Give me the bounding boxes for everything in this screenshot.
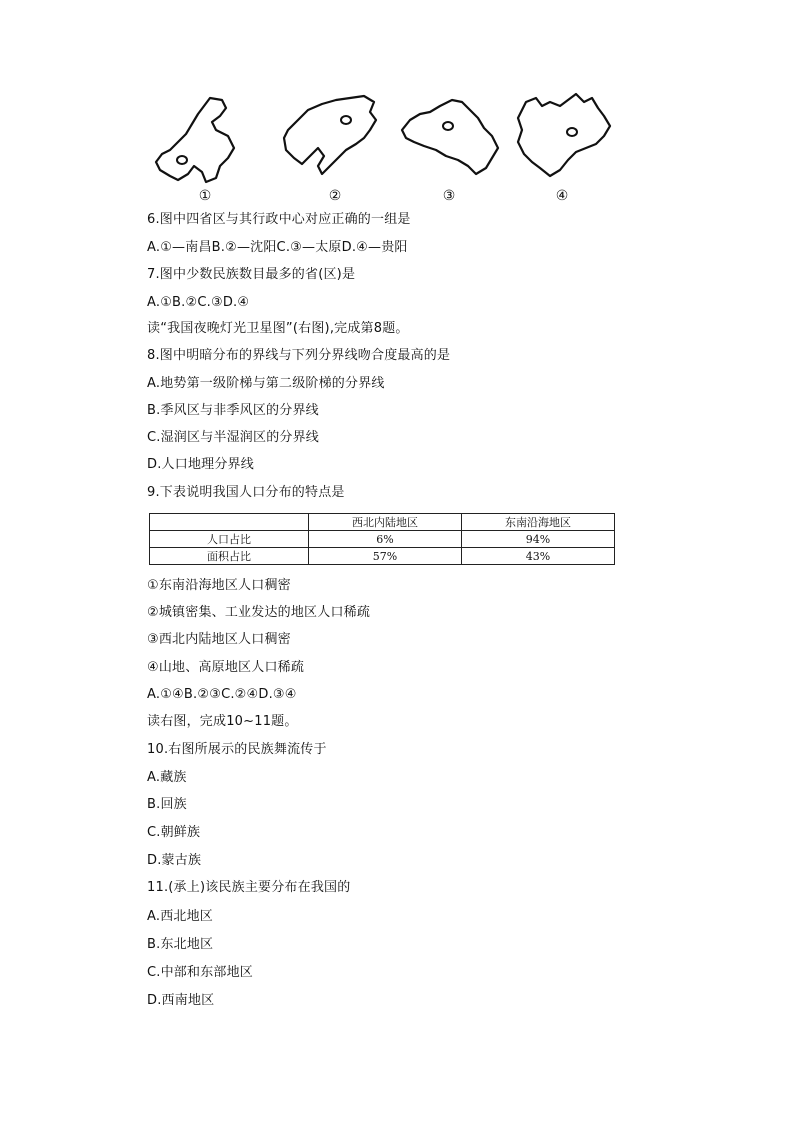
table-cell: 57% bbox=[309, 548, 462, 565]
province-map-1 bbox=[150, 92, 260, 204]
table-header-row bbox=[150, 514, 615, 531]
question-10-option-a: A.藏族 bbox=[147, 770, 187, 785]
question-8-option-c: C.湿润区与半湿润区的分界线 bbox=[147, 430, 320, 445]
question-8-option-a: A.地势第一级阶梯与第二级阶梯的分界线 bbox=[147, 376, 385, 391]
reading-instruction-2: 读右图，完成10~11题。 bbox=[147, 714, 298, 729]
province-1-outline-icon bbox=[150, 92, 260, 184]
table-header-cell: 西北内陆地区 bbox=[309, 514, 462, 531]
table-row bbox=[150, 548, 615, 565]
statement-2: ②城镇密集、工业发达的地区人口稀疏 bbox=[147, 605, 371, 620]
population-table bbox=[149, 513, 615, 565]
table-header-cell bbox=[150, 514, 309, 531]
map-label-4: ④ bbox=[555, 188, 569, 204]
question-7: 7.图中少数民族数目最多的省(区)是 bbox=[147, 267, 356, 282]
question-7-options: A.①B.②C.③D.④ bbox=[147, 295, 250, 310]
question-10-option-b: B.回族 bbox=[147, 797, 187, 812]
map-label-3: ③ bbox=[442, 188, 456, 204]
map-label-1: ① bbox=[198, 188, 212, 204]
table-cell: 6% bbox=[309, 531, 462, 548]
question-11-option-b: B.东北地区 bbox=[147, 937, 214, 952]
province-map-4 bbox=[512, 92, 622, 204]
question-11-option-a: A.西北地区 bbox=[147, 909, 213, 924]
question-9: 9.下表说明我国人口分布的特点是 bbox=[147, 485, 345, 500]
province-outline-figure bbox=[150, 92, 620, 204]
question-10-option-d: D.蒙古族 bbox=[147, 853, 202, 868]
question-9-options: A.①④B.②③C.②④D.③④ bbox=[147, 687, 297, 702]
question-11-option-c: C.中部和东部地区 bbox=[147, 965, 254, 980]
question-8-option-d: D.人口地理分界线 bbox=[147, 457, 254, 472]
province-3-outline-icon bbox=[396, 92, 506, 184]
question-10-option-c: C.朝鲜族 bbox=[147, 825, 201, 840]
statement-4: ④山地、高原地区人口稀疏 bbox=[147, 660, 305, 675]
question-6: 6.图中四省区与其行政中心对应正确的一组是 bbox=[147, 212, 411, 227]
question-8-option-b: B.季风区与非季风区的分界线 bbox=[147, 403, 319, 418]
table-row bbox=[150, 531, 615, 548]
question-8: 8.图中明暗分布的界线与下列分界线吻合度最高的是 bbox=[147, 348, 451, 363]
map-label-2: ② bbox=[328, 188, 342, 204]
question-11-option-d: D.西南地区 bbox=[147, 993, 215, 1008]
table-cell: 94% bbox=[462, 531, 615, 548]
province-map-3 bbox=[396, 92, 506, 204]
province-4-outline-icon bbox=[512, 92, 622, 184]
table-cell: 人口占比 bbox=[150, 531, 309, 548]
province-map-2 bbox=[278, 92, 388, 204]
table-cell: 面积占比 bbox=[150, 548, 309, 565]
statement-3: ③西北内陆地区人口稠密 bbox=[147, 632, 291, 647]
question-6-options: A.①—南昌B.②—沈阳C.③—太原D.④—贵阳 bbox=[147, 240, 408, 255]
question-10: 10.右图所展示的民族舞流传于 bbox=[147, 742, 327, 757]
reading-instruction-1: 读“我国夜晚灯光卫星图”(右图),完成第8题。 bbox=[147, 321, 409, 336]
statement-1: ①东南沿海地区人口稠密 bbox=[147, 578, 291, 593]
table-cell: 43% bbox=[462, 548, 615, 565]
province-2-outline-icon bbox=[278, 92, 388, 184]
question-11: 11.(承上)该民族主要分布在我国的 bbox=[147, 880, 351, 895]
table-header-cell: 东南沿海地区 bbox=[462, 514, 615, 531]
